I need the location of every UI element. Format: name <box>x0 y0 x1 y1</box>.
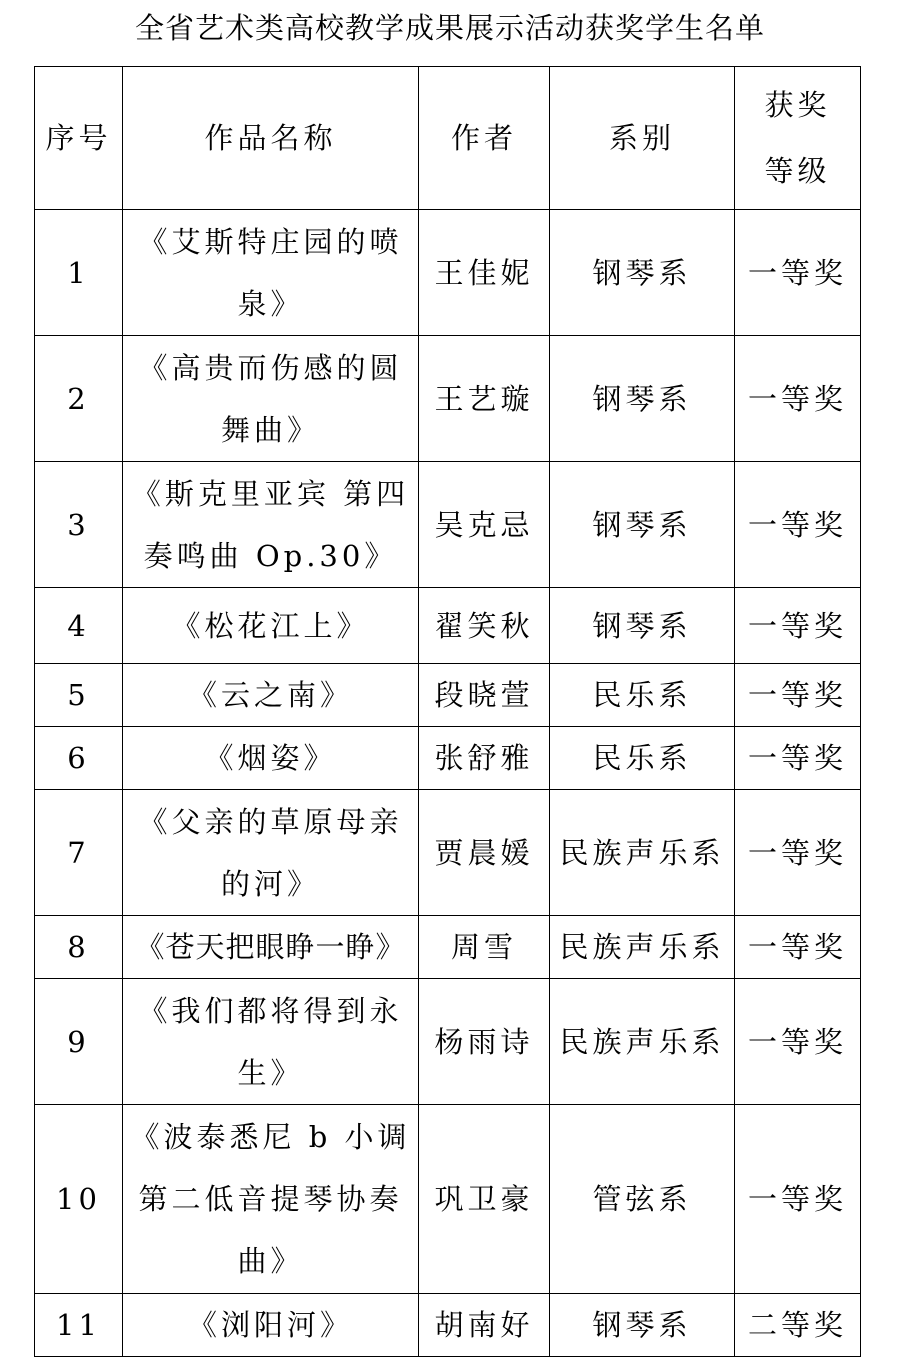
cell-no: 1 <box>35 210 123 336</box>
cell-level: 一等奖 <box>735 336 861 462</box>
cell-work: 《艾斯特庄园的喷泉》 <box>123 210 419 336</box>
cell-dept: 民族声乐系 <box>550 790 735 916</box>
cell-no: 2 <box>35 336 123 462</box>
cell-level: 一等奖 <box>735 664 861 727</box>
cell-author: 王艺璇 <box>419 336 550 462</box>
cell-level: 一等奖 <box>735 727 861 790</box>
cell-no: 7 <box>35 790 123 916</box>
header-level-line1: 获奖 <box>764 88 831 122</box>
table-row <box>35 664 861 727</box>
cell-no: 5 <box>35 664 123 727</box>
cell-work: 《波泰悉尼 b 小调第二低音提琴协奏曲》 <box>123 1105 419 1294</box>
header-work: 作品名称 <box>123 67 419 210</box>
cell-work: 《松花江上》 <box>123 588 419 664</box>
cell-work: 《父亲的草原母亲的河》 <box>123 790 419 916</box>
cell-dept: 钢琴系 <box>550 462 735 588</box>
table-row <box>35 916 861 979</box>
cell-no: 10 <box>35 1105 123 1294</box>
table-row <box>35 1294 861 1357</box>
cell-author: 翟笑秋 <box>419 588 550 664</box>
cell-author: 贾晨媛 <box>419 790 550 916</box>
cell-level: 一等奖 <box>735 462 861 588</box>
cell-no: 6 <box>35 727 123 790</box>
cell-author: 周雪 <box>419 916 550 979</box>
cell-dept: 民族声乐系 <box>550 979 735 1105</box>
document-title: 全省艺术类高校教学成果展示活动获奖学生名单 <box>134 11 765 45</box>
cell-no: 9 <box>35 979 123 1105</box>
cell-no: 3 <box>35 462 123 588</box>
cell-dept: 钢琴系 <box>550 336 735 462</box>
cell-work: 《苍天把眼睁一睁》 <box>123 916 419 979</box>
cell-author: 王佳妮 <box>419 210 550 336</box>
cell-level: 一等奖 <box>735 210 861 336</box>
cell-work: 《高贵而伤感的圆舞曲》 <box>123 336 419 462</box>
table-row <box>35 727 861 790</box>
cell-level: 一等奖 <box>735 916 861 979</box>
cell-author: 巩卫豪 <box>419 1105 550 1294</box>
header-author: 作者 <box>419 67 550 210</box>
cell-dept: 钢琴系 <box>550 588 735 664</box>
cell-work: 《浏阳河》 <box>123 1294 419 1357</box>
table-row <box>35 336 861 462</box>
table-row <box>35 210 861 336</box>
cell-work: 《斯克里亚宾 第四奏鸣曲 Op.30》 <box>123 462 419 588</box>
header-level-line2: 等级 <box>764 154 831 188</box>
header-level <box>735 67 861 210</box>
cell-dept: 民乐系 <box>550 664 735 727</box>
table-row <box>35 588 861 664</box>
cell-level: 一等奖 <box>735 1105 861 1294</box>
table-row <box>35 979 861 1105</box>
cell-author: 杨雨诗 <box>419 979 550 1105</box>
cell-dept: 钢琴系 <box>550 1294 735 1357</box>
cell-level: 二等奖 <box>735 1294 861 1357</box>
award-table <box>34 66 861 1357</box>
table-row <box>35 1105 861 1294</box>
cell-work: 《我们都将得到永生》 <box>123 979 419 1105</box>
cell-no: 8 <box>35 916 123 979</box>
cell-author: 胡南好 <box>419 1294 550 1357</box>
cell-level: 一等奖 <box>735 790 861 916</box>
cell-no: 4 <box>35 588 123 664</box>
cell-dept: 钢琴系 <box>550 210 735 336</box>
header-no: 序号 <box>35 67 123 210</box>
cell-dept: 管弦系 <box>550 1105 735 1294</box>
cell-author: 张舒雅 <box>419 727 550 790</box>
table-row <box>35 790 861 916</box>
table-header-row <box>35 67 861 210</box>
table-row <box>35 462 861 588</box>
cell-work: 《烟姿》 <box>123 727 419 790</box>
cell-author: 段晓萱 <box>419 664 550 727</box>
cell-dept: 民乐系 <box>550 727 735 790</box>
cell-level: 一等奖 <box>735 588 861 664</box>
cell-author: 吴克忌 <box>419 462 550 588</box>
header-dept: 系别 <box>550 67 735 210</box>
cell-dept: 民族声乐系 <box>550 916 735 979</box>
cell-no: 11 <box>35 1294 123 1357</box>
cell-work: 《云之南》 <box>123 664 419 727</box>
cell-level: 一等奖 <box>735 979 861 1105</box>
